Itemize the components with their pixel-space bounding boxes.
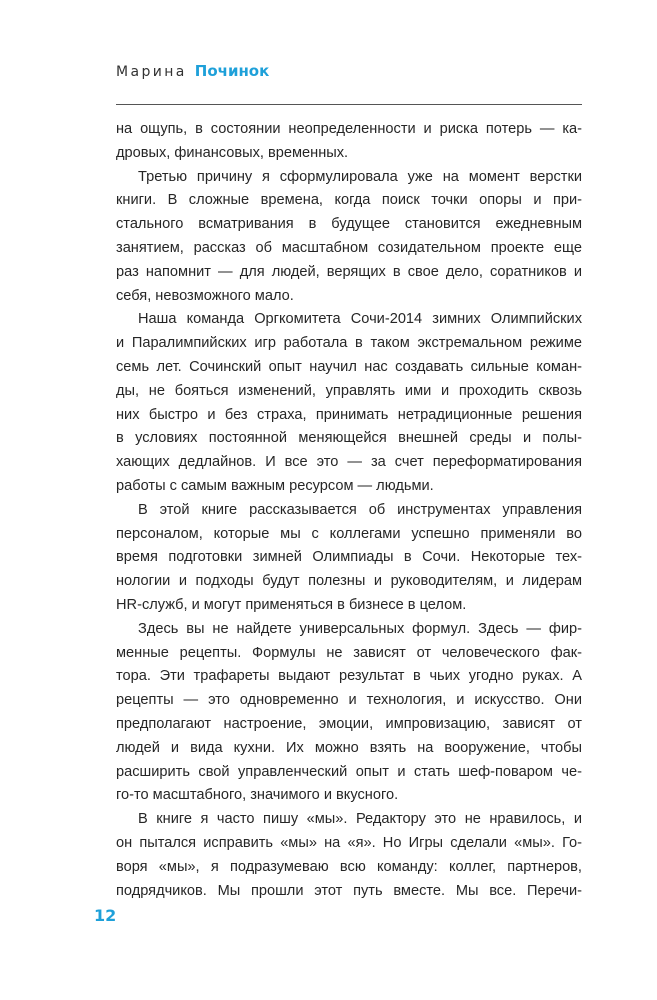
text-line: го-то масштабного, значимого и вкусного. <box>116 787 399 804</box>
text-line: Наша команда Оргкомитета Сочи-2014 зимних Олимпийских <box>138 311 582 328</box>
header-divider <box>116 104 582 105</box>
text-line: персоналом, которые мы с коллегами успешно применяли во <box>116 525 582 542</box>
text-line: Третью причину я сформулировала уже на момент верстки <box>138 168 582 185</box>
text-line: хающих дедлайнов. И все это — за счет переформатирования <box>116 454 582 471</box>
paragraph <box>116 118 582 166</box>
text-line: В книге я часто пишу «мы». Редактору это не нравилось, и <box>138 811 582 828</box>
text-line: книги. В сложные времена, когда поиск точки опоры и при- <box>116 192 582 209</box>
text-line: дровых, финансовых, временных. <box>116 144 349 161</box>
text-line: ды, не бояться изменений, управлять ими и проходить сквозь <box>116 382 582 399</box>
paragraph <box>116 618 582 808</box>
text-line: и Паралимпийских игр работала в таком экстремальном режиме <box>116 335 582 352</box>
paragraph <box>116 808 582 903</box>
text-line: расширить свой управленческий опыт и стать шеф-поваром че- <box>116 763 582 780</box>
text-line: время подготовки зимней Олимпиады в Сочи. Некоторые тех- <box>116 549 582 566</box>
text-line: подрядчиков. Мы прошли этот путь вместе. Мы все. Перечи- <box>116 882 582 899</box>
text-line: воря «мы», я подразумеваю всю команду: коллег, партнеров, <box>116 858 582 875</box>
page-number: 12 <box>94 906 117 925</box>
text-line: Здесь вы не найдете универсальных формул. Здесь — фир- <box>138 620 582 637</box>
text-line: рецепты — это одновременно и технология, и искусство. Они <box>116 692 582 709</box>
running-header <box>116 62 582 92</box>
text-line: предполагают настроение, эмоции, импровизацию, зависят от <box>116 715 582 732</box>
text-line: менные рецепты. Формулы не зависят от человеческого фак- <box>116 644 582 661</box>
text-line: работы с самым важным ресурсом — людьми. <box>116 477 434 494</box>
text-line: них быстро и без страха, принимать нетрадиционные решения <box>116 406 582 423</box>
text-line: в условиях постоянной меняющейся внешней среды и полы- <box>116 430 582 447</box>
text-line: В этой книге рассказывается об инструментах управления <box>138 501 582 518</box>
body-text <box>116 118 582 903</box>
author-last-name: Починок <box>194 62 270 80</box>
text-line: стального всматривания в будущее становится ежедневным <box>116 216 582 233</box>
text-line: раз напомнит — для людей, верящих в свое дело, соратников и <box>116 263 582 280</box>
paragraph <box>116 166 582 309</box>
text-line: HR-служб, и могут применяться в бизнесе в целом. <box>116 596 467 613</box>
text-line: нологии и подходы будут полезны и руководителям, и лидерам <box>116 573 582 590</box>
text-line: людей и вида кухни. Их можно взять на вооружение, чтобы <box>116 739 582 756</box>
text-line: семь лет. Сочинский опыт научил нас создавать сильные коман- <box>116 358 582 375</box>
paragraph <box>116 308 582 498</box>
paragraph <box>116 499 582 618</box>
text-line: занятием, рассказ об масштабном созидательном проекте еще <box>116 239 582 256</box>
author-first-name: Марина <box>116 64 187 80</box>
text-line: он пытался исправить «мы» на «я». Но Игры сделали «мы». Го- <box>116 834 582 851</box>
text-line: тора. Эти трафареты выдают результат в чьих угодно руках. А <box>116 668 582 685</box>
text-line: на ощупь, в состоянии неопределенности и риска потерь — ка- <box>116 121 582 137</box>
text-line: себя, невозможного мало. <box>116 287 294 304</box>
